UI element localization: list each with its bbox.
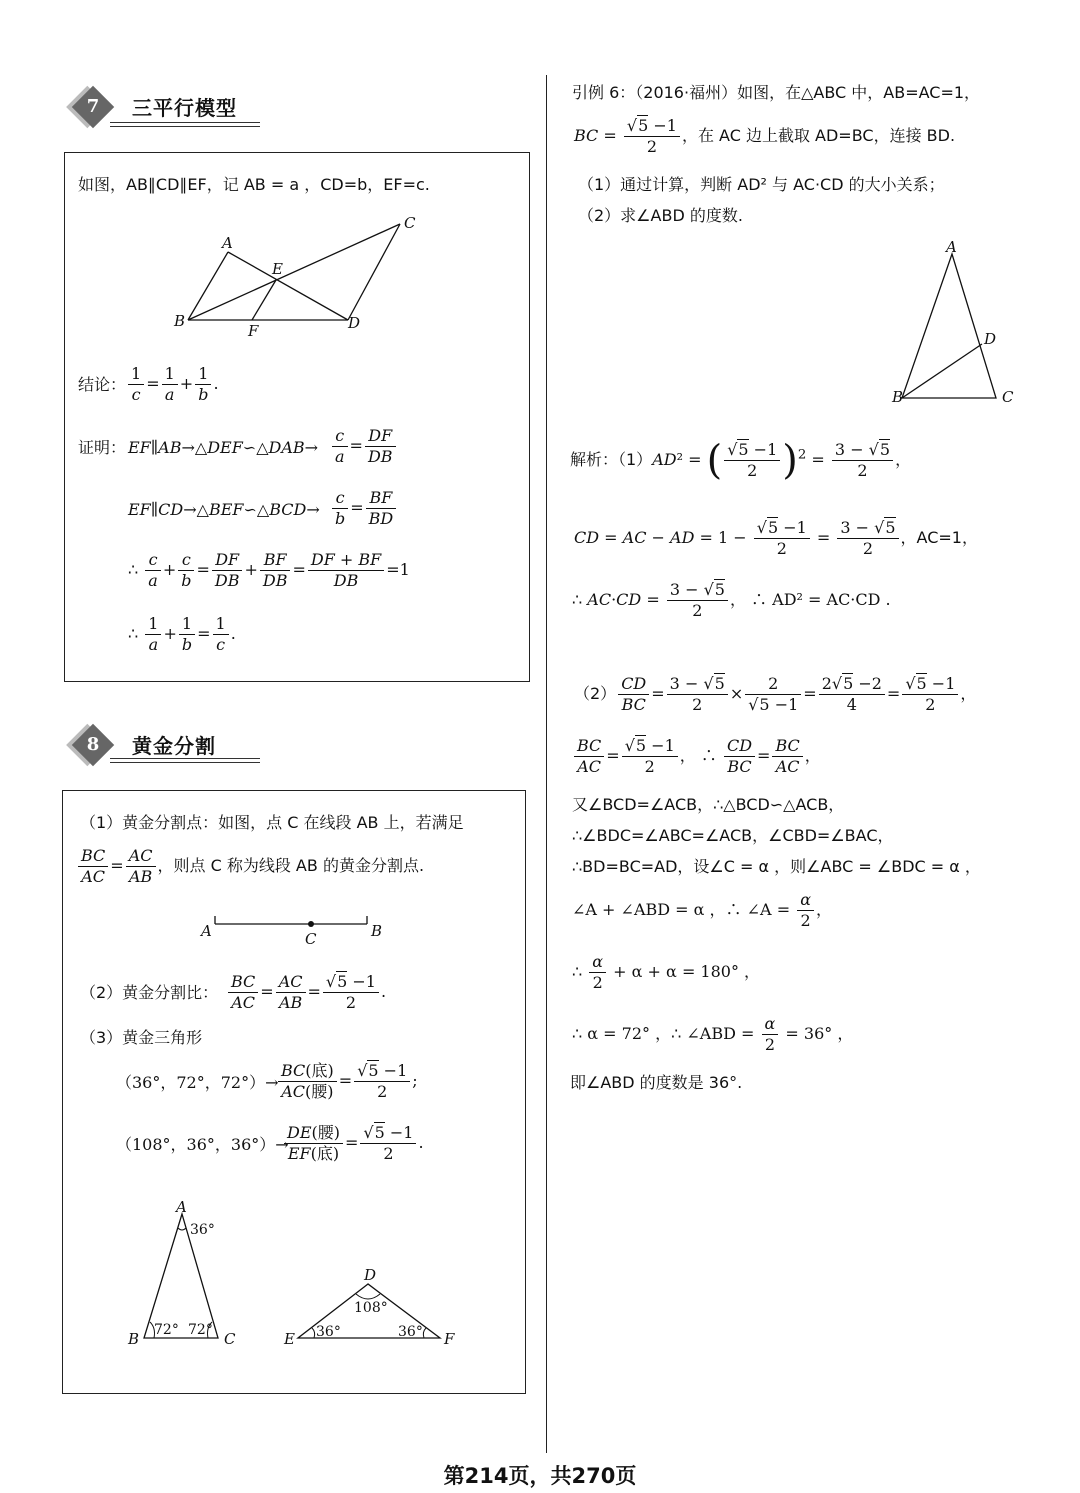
golden-triangle-108-figure xyxy=(280,1264,470,1354)
title-rule xyxy=(110,762,260,763)
title-rule xyxy=(110,122,260,123)
proof-step-2-formula: $\frac{c}{b}$ = $\frac{BF}{BD}$ xyxy=(330,488,398,529)
golden-point-formula: $\frac{BC}{AC}$ = $\frac{AC}{AB}$ ，则点 C 称为线段 AB 的黄金分割点. xyxy=(76,846,424,887)
golden-ratio-label: （2）黄金分割比： xyxy=(80,983,219,1002)
fig-label-B: B xyxy=(892,388,904,406)
label-F: F xyxy=(248,322,259,340)
solution-2-line-5: ∴BD=BC=AD，设∠C = α ，则∠ABC = ∠BDC = α ， xyxy=(572,857,981,876)
section-title: 三平行模型 xyxy=(132,96,237,120)
label-A: A xyxy=(222,234,233,252)
triangle-type-2: （108°，36°，36°）→ xyxy=(116,1135,289,1154)
question-1: （1）通过计算，判断 AD² 与 AC·CD 的大小关系； xyxy=(578,175,945,194)
proof-step-1: EF∥AB→△DEF∽△DAB→ xyxy=(128,438,319,457)
conclusion-formula: $\frac{1}{c}$ = $\frac{1}{a}$ + $\frac{1}{b}$ . xyxy=(126,364,219,405)
conclusion-label: 结论： xyxy=(78,375,127,394)
title-rule xyxy=(110,758,260,759)
tri2-label-F: F xyxy=(444,1330,455,1348)
proof-step-2: EF∥CD→△BEF∽△BCD→ xyxy=(128,500,320,519)
page-footer: 第214页，共270页 xyxy=(443,1464,637,1488)
golden-triangle-label: （3）黄金三角形 xyxy=(80,1028,203,1047)
example-intro: 引例 6：（2016·福州）如图，在△ABC 中，AB=AC=1， xyxy=(572,83,981,102)
solution-2-line-3: 又∠BCD=∠ACB，∴△BCD∽△ACB， xyxy=(572,795,845,814)
section-number: 8 xyxy=(86,734,100,755)
segment-figure xyxy=(195,912,395,952)
solution-2-line-7: ∴ $\frac{\alpha}{2}$ + α + α = 180° ， xyxy=(572,952,761,992)
solution-2-conclusion: 即∠ABD 的度数是 36°. xyxy=(570,1073,743,1092)
solution-1-line-3: ∴ AC·CD = $\frac{3 - √5}{2}$ ， ∴ AD² = AC·CD . xyxy=(572,580,891,620)
tri2-label-E: E xyxy=(284,1330,295,1348)
triangle-type-1-formula: $\frac{\text{BC(底)}}{\text{AC(腰)}}$ = $\frac{√5 -1}{2}$ ; xyxy=(276,1061,418,1102)
solution-2-line-1: （2） $\frac{CD}{BC}$ = $\frac{3 - √5}{2}$ × $\frac{2}{√5 -1}$ = $\frac{2√5 -2}{4}$ = $\frac{√5 -1}{2}$ ， xyxy=(574,674,977,714)
tri1-label-B: B xyxy=(128,1330,140,1348)
tri1-base-angle: 72° xyxy=(188,1322,213,1338)
solution-1-line-2: CD = AC − AD = 1 − $\frac{√5 -1}{2}$ = $\frac{3 - √5}{2}$ ，AC=1， xyxy=(574,518,978,558)
solution-2-line-2: $\frac{BC}{AC}$ = $\frac{√5 -1}{2}$ ， ∴ $\frac{CD}{BC}$ = $\frac{BC}{AC}$ ， xyxy=(572,736,821,777)
label-B: B xyxy=(174,312,186,330)
triangle-type-2-formula: $\frac{\text{DE(腰)}}{\text{EF(底)}}$ = $\frac{√5 -1}{2}$ . xyxy=(282,1123,424,1164)
tri1-label-C: C xyxy=(224,1330,236,1348)
fig-label-A: A xyxy=(946,238,957,256)
label-C: C xyxy=(404,214,416,232)
solution-1-line-1: 解析：（1）AD² = ( $\frac{√5 -1}{2}$ )$^2$ = $\frac{3 - √5}{2}$ ， xyxy=(570,437,912,484)
proof-step-1-formula: $\frac{c}{a}$ = $\frac{DF}{DB}$ xyxy=(330,426,398,467)
tri2-base-angle: 36° xyxy=(316,1324,341,1340)
proof-label: 证明： xyxy=(78,438,127,457)
label-E: E xyxy=(272,260,283,278)
tri1-base-angle: 72° xyxy=(154,1322,179,1338)
tri1-apex-angle: 36° xyxy=(190,1222,215,1238)
seg-label-C: C xyxy=(305,930,317,948)
golden-point-text: （1）黄金分割点：如图，点 C 在线段 AB 上，若满足 xyxy=(80,813,464,832)
intro-text: 如图，AB∥CD∥EF，记 AB = a ，CD=b，EF=c. xyxy=(78,175,430,194)
section-title: 黄金分割 xyxy=(132,734,216,758)
tri2-base-angle: 36° xyxy=(398,1324,423,1340)
bc-condition: BC = $\frac{√5 -1}{2}$ ，在 AC 边上截取 AD=BC，连接 BD. xyxy=(574,116,956,156)
proof-step-4: ∴ $\frac{1}{a}$ + $\frac{1}{b}$ = $\frac{1}{c}$ . xyxy=(128,614,236,654)
fig-label-C: C xyxy=(1002,388,1014,406)
section-number: 7 xyxy=(86,96,100,117)
golden-triangle-36-figure xyxy=(120,1196,250,1356)
solution-2-line-6: ∠A + ∠ABD = α ，∴ ∠A = $\frac{\alpha}{2}$ ， xyxy=(572,890,833,930)
column-divider xyxy=(546,75,547,1453)
section-8-header xyxy=(70,726,270,776)
title-rule xyxy=(110,126,260,127)
seg-label-A: A xyxy=(201,922,212,940)
solution-2-line-4: ∴∠BDC=∠ABC=∠ACB，∠CBD=∠BAC， xyxy=(572,826,894,845)
seg-label-B: B xyxy=(371,922,383,940)
golden-ratio-formula: $\frac{BC}{AC}$ = $\frac{AC}{AB}$ = $\frac{√5 -1}{2}$ . xyxy=(226,972,386,1013)
question-2: （2）求∠ABD 的度数. xyxy=(578,206,743,225)
tri2-apex-angle: 108° xyxy=(354,1300,388,1316)
section-7-header xyxy=(70,88,270,138)
proof-step-3: ∴ $\frac{c}{a}$ + $\frac{c}{b}$ = $\frac{DF}{DB}$ + $\frac{BF}{DB}$ = $\frac{DF + BF}{DB}$ =1 xyxy=(128,550,410,590)
tri1-label-A: A xyxy=(176,1198,187,1216)
parallel-model-figure xyxy=(170,210,430,340)
solution-2-line-8: ∴ α = 72° ，∴ ∠ABD = $\frac{\alpha}{2}$ = 36° ， xyxy=(572,1014,854,1054)
label-D: D xyxy=(348,314,361,332)
tri2-label-D: D xyxy=(364,1266,377,1284)
triangle-type-1: （36°，72°，72°）→ xyxy=(116,1073,279,1092)
fig-label-D: D xyxy=(984,330,997,348)
example-triangle-figure xyxy=(890,238,1030,408)
